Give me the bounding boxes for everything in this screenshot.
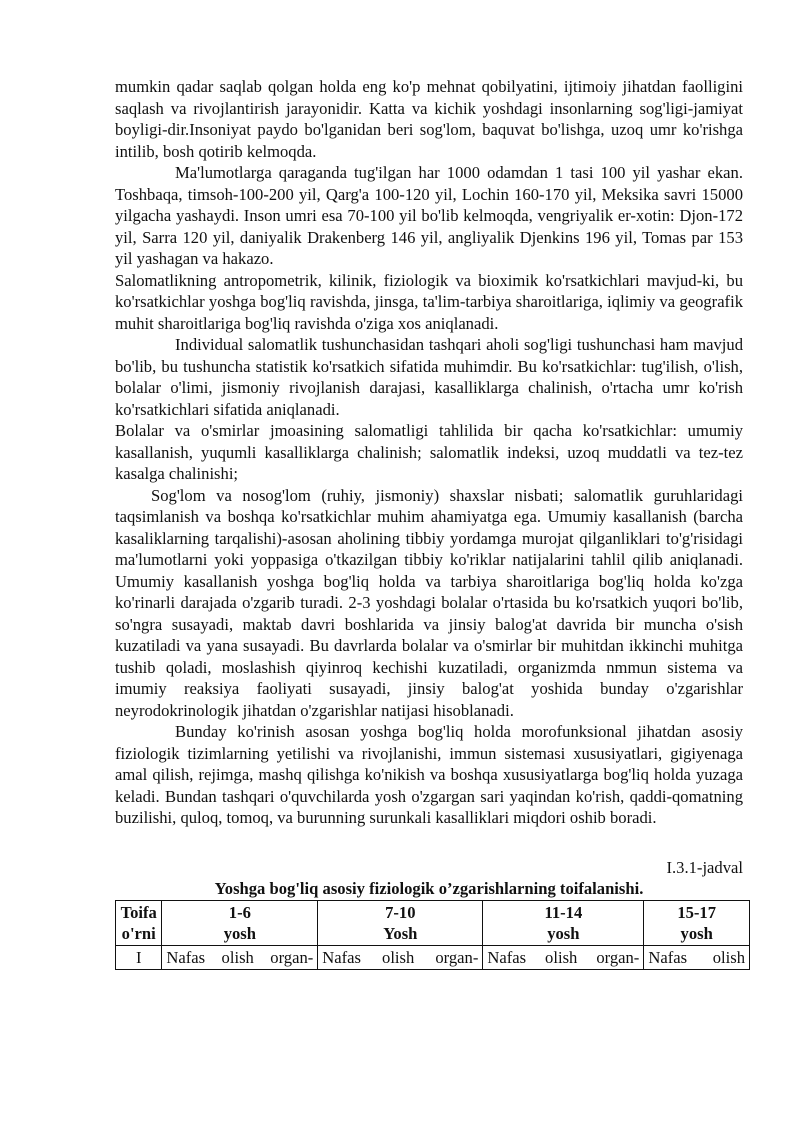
header-category-line2: o'rni: [121, 923, 156, 943]
header-age-7-10: [318, 900, 483, 945]
header-age-15-17: [644, 900, 750, 945]
header-age-1-6: [162, 900, 318, 945]
table-cell-category: I: [116, 945, 162, 969]
paragraph-3: Salomatlikning antropometrik, kilinik, fiziologik va bioximik ko'rsatkichlari mavjud-ki, bu ko'rsatkichlar yoshga bog'liq ravishda, jinsga, ta'lim-tarbiya sharoitlariga, iqlimiy va geografik muhit sharoitlariga bog'liq ravishda o'ziga xos aniqlanadi.: [115, 270, 743, 333]
paragraph-4: Individual salomatlik tushunchasidan tashqari aholi sog'ligi tushunchasi ham mavjud bo'lib, bu tushuncha statistik ko'rsatkich sifatida muhimdir. Bu ko'rsatkichlar: tug'ilish, o'lish, bolalar o'limi, jismoniy rivojlanish darajasi, kasalliklarga chalinish, o'rtacha umr ko'rish ko'rsatkichlari sifatida aniqlanadi.: [115, 335, 743, 419]
header-age-1-6-line1: 1-6: [228, 902, 251, 922]
paragraph-7: Bunday ko'rinish asosan yoshga bog'liq holda morofunksional jihatdan asosiy fiziologik tizimlarning yetilishi va rivojlanishi, immun sistemasi xususiyatlari, gigiyenaga amal qilish, rejimga, mashq qilishga ko'nikish va boshqa xususiyatlarga bog'liq holda yuzaga keladi. Bundan tashqari o'quvchilarda yosh o'zgargan sari yaqindan ko'rish, qaddi-qomatning buzilishi, quloq, tomoq, va burunning surunkali kasalliklari miqdori oshib boradi.: [115, 722, 743, 827]
paragraph-1: mumkin qadar saqlab qolgan holda eng ko'p mehnat qobilyatini, ijtimoiy jihatdan faolligini saqlash va rivojlantirish jarayonidir. Katta va kichik yoshdagi insonlarning sog'ligi-jamiyat boyligi-dir.Insoniyat paydo bo'lganidan beri sog'lom, baquvat bo'lishga, uzoq umr ko'rishga intilib, bosh qotirib kelmoqda.: [115, 77, 743, 161]
table-title: Yoshga bog'liq asosiy fiziologik o’zgarishlarning toifalanishi.: [214, 878, 644, 898]
header-age-11-14-line1: 11-14: [544, 902, 583, 922]
table-cell-age-11-14: Nafas olish organ-: [483, 945, 644, 969]
header-age-15-17-line2: yosh: [680, 923, 713, 943]
age-changes-table: [115, 900, 750, 970]
header-category-line1: Toifa: [120, 902, 157, 922]
paragraph-2: Ma'lumotlarga qaraganda tug'ilgan har 1000 odamdan 1 tasi 100 yil yashar ekan. Toshbaqa, timsoh-100-200 yil, Qarg'a 100-120 yil, Lochin 160-170 yil, Meksika savri 15000 yilgacha yashaydi. Inson umri esa 70-100 yil bo'lib kelmoqda, vengriyalik er-xotin: Djon-172 yil, Sarra 120 yil, daniyalik Drakenberg 146 yil, angliyalik Djenkins 196 yil, Tomas par 153 yil yashagan va hakazo.: [115, 163, 743, 268]
header-age-15-17-line1: 15-17: [677, 902, 717, 922]
table-header-row: [116, 900, 750, 945]
table-row: [116, 945, 750, 969]
table-number: I.3.1-jadval: [666, 857, 743, 877]
table-cell-age-7-10: Nafas olish organ-: [318, 945, 483, 969]
table-cell-age-15-17: Nafas olish: [644, 945, 750, 969]
header-age-7-10-line2: Yosh: [383, 923, 418, 943]
header-age-1-6-line2: yosh: [223, 923, 256, 943]
paragraph-6: Sog'lom va nosog'lom (ruhiy, jismoniy) shaxslar nisbati; salomatlik guruhlaridagi taqsimlanish va boshqa ko'rsatkichlar muhim ahamiyatga ega. Umumiy kasallanish (barcha kasaliklarning tarqalishi)-asosan aholining tibbiy yordamga murojat qilganliklari to'g'risidagi ma'lumotlarni yoki yoppasiga o'tkazilgan tibbiy ko'riklar natijalarini tahlil qilib aniqlanadi. Umumiy kasallanish yoshga bog'liq holda va tarbiya sharoitlariga bog'liq holda ko'zga ko'rinarli darajada o'zgarib turadi. 2-3 yoshdagi bolalar o'rtasida bu ko'rsatkich yuqori bo'lib, so'ngra susayadi, maktab davri boshlarida va jinsiy balog'at davrida bir muncha o'sish kuzatiladi va yana susayadi. Bu davrlarda bolalar va o'smirlar bir muhitdan ikkinchi muhitga tushib qoladi, moslashish qiyinroq kechishi kuzatiladi, organizmda nmmun sistema va imumiy reaksiya faoliyati susayadi, jinsiy balog'at yoshida bunday o'zgarishlar neyrodokrinologik jihatdan o'zgarishlar natijasi hisoblanadi.: [115, 485, 743, 720]
header-category: [116, 900, 162, 945]
header-age-7-10-line1: 7-10: [385, 902, 416, 922]
header-age-11-14: [483, 900, 644, 945]
paragraph-5: Bolalar va o'smirlar jmoasining salomatligi tahlilida bir qacha ko'rsatkichlar: umumiy kasallanish, yuqumli kasalliklarga chalinish; salomatlik indeksi, uzoq muddatli va tez-tez kasalga chalinishi;: [115, 421, 743, 483]
header-age-11-14-line2: yosh: [547, 923, 580, 943]
table-cell-age-1-6: Nafas olish organ-: [162, 945, 318, 969]
